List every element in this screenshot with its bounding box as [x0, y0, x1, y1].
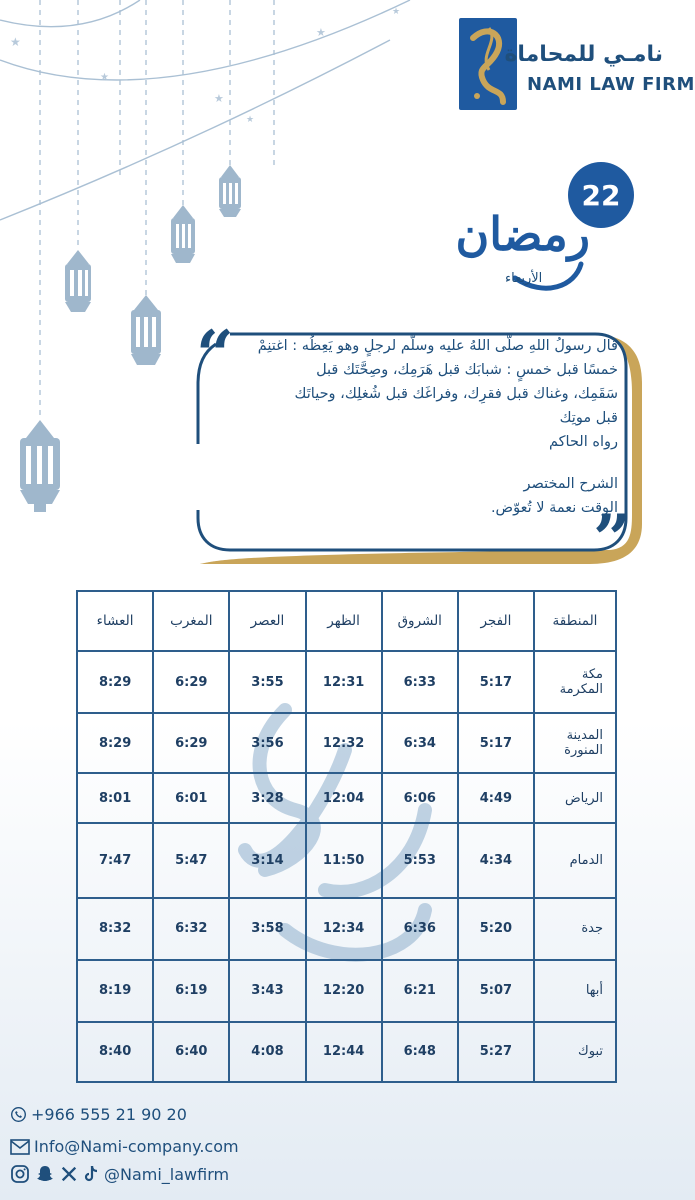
open-quote-icon: “: [196, 316, 234, 394]
time-cell: 6:40: [153, 1022, 229, 1082]
instagram-icon[interactable]: [10, 1164, 30, 1184]
time-cell: 6:19: [153, 960, 229, 1022]
contact-phone[interactable]: [10, 1105, 187, 1124]
region-cell: مكة المكرمة: [534, 651, 616, 713]
time-cell: 5:20: [458, 898, 534, 960]
time-cell: 12:04: [306, 773, 382, 823]
time-cell: 5:17: [458, 651, 534, 713]
hadith-line: قال رسولُ اللهِ صلَّى اللهُ عليه وسلَّم لرجلٍ وهو يَعِظُه : اغتنِمْ: [257, 338, 618, 354]
svg-text:★: ★: [316, 26, 326, 39]
column-header: الشروق: [382, 591, 458, 651]
table-row: [77, 773, 616, 823]
time-cell: 5:07: [458, 960, 534, 1022]
time-cell: 8:40: [77, 1022, 153, 1082]
email-icon: [10, 1139, 30, 1155]
region-cell: تبوك: [534, 1022, 616, 1082]
day-number-badge: 22: [568, 162, 634, 228]
weekday-label: الأربعاء: [505, 271, 543, 286]
time-cell: 3:55: [229, 651, 305, 713]
time-cell: 3:43: [229, 960, 305, 1022]
time-cell: 6:32: [153, 898, 229, 960]
column-header: الظهر: [306, 591, 382, 651]
region-cell: الدمام: [534, 823, 616, 897]
time-cell: 6:36: [382, 898, 458, 960]
hadith-line: قبل موتِك: [559, 410, 618, 426]
time-cell: 6:34: [382, 713, 458, 773]
time-cell: 8:19: [77, 960, 153, 1022]
table-row: [77, 651, 616, 713]
time-cell: 8:32: [77, 898, 153, 960]
time-cell: 5:27: [458, 1022, 534, 1082]
time-cell: 5:53: [382, 823, 458, 897]
column-header: المغرب: [153, 591, 229, 651]
time-cell: 12:20: [306, 960, 382, 1022]
region-cell: جدة: [534, 898, 616, 960]
prayer-times-table: [76, 590, 617, 1083]
brand-name-english: NAMI LAW FIRM: [527, 74, 695, 95]
tiktok-icon[interactable]: [83, 1164, 99, 1184]
time-cell: 6:01: [153, 773, 229, 823]
time-cell: 6:33: [382, 651, 458, 713]
time-cell: 6:29: [153, 651, 229, 713]
time-cell: 12:34: [306, 898, 382, 960]
time-cell: 5:47: [153, 823, 229, 897]
month-name: رمضان: [455, 207, 590, 261]
table-row: [77, 1022, 616, 1082]
time-cell: 7:47: [77, 823, 153, 897]
x-icon[interactable]: [60, 1165, 78, 1183]
time-cell: 4:34: [458, 823, 534, 897]
brand-name-arabic: نامـي للمحاماة: [504, 42, 663, 67]
svg-text:★: ★: [10, 35, 21, 49]
time-cell: 3:56: [229, 713, 305, 773]
svg-text:★: ★: [214, 92, 224, 105]
social-handle: @Nami_lawfirm: [104, 1164, 230, 1184]
column-header: العصر: [229, 591, 305, 651]
table-row: [77, 823, 616, 897]
time-cell: 3:14: [229, 823, 305, 897]
svg-text:★: ★: [100, 72, 109, 83]
time-cell: 12:31: [306, 651, 382, 713]
table-row: [77, 898, 616, 960]
region-cell: أبها: [534, 960, 616, 1022]
table-row: [77, 713, 616, 773]
hadith-text: [232, 334, 618, 520]
svg-text:★: ★: [392, 7, 401, 17]
contact-social[interactable]: [10, 1164, 229, 1184]
table-header-row: [77, 591, 616, 651]
time-cell: 8:29: [77, 651, 153, 713]
region-cell: المدينة المنورة: [534, 713, 616, 773]
time-cell: 8:29: [77, 713, 153, 773]
time-cell: 6:21: [382, 960, 458, 1022]
time-cell: 8:01: [77, 773, 153, 823]
explanation-text: الوقت نعمة لا تُعوّض.: [490, 500, 618, 516]
time-cell: 12:32: [306, 713, 382, 773]
close-quote-icon: ”: [593, 500, 631, 578]
whatsapp-icon: [10, 1106, 27, 1123]
time-cell: 12:44: [306, 1022, 382, 1082]
table-row: [77, 960, 616, 1022]
time-cell: 3:28: [229, 773, 305, 823]
snapchat-icon[interactable]: [35, 1164, 55, 1184]
time-cell: 6:06: [382, 773, 458, 823]
time-cell: 3:58: [229, 898, 305, 960]
hadith-source: رواه الحاكم: [548, 434, 618, 450]
hadith-line: سَقَمِك، وغناك قبل فقرِك، وفراغَك قبل شُغلِك، وحياتَك: [294, 386, 618, 402]
time-cell: 4:08: [229, 1022, 305, 1082]
explanation-title: الشرح المختصر: [523, 476, 618, 492]
time-cell: 6:29: [153, 713, 229, 773]
time-cell: 11:50: [306, 823, 382, 897]
column-header: المنطقة: [534, 591, 616, 651]
time-cell: 5:17: [458, 713, 534, 773]
column-header: الفجر: [458, 591, 534, 651]
hadith-line: خمسًا قبل خمسٍ : شبابَك قبل هَرَمِك، وصِحَّتَك قبل: [316, 362, 618, 378]
time-cell: 4:49: [458, 773, 534, 823]
svg-text:★: ★: [246, 115, 255, 125]
region-cell: الرياض: [534, 773, 616, 823]
email-address: Info@Nami-company.com: [34, 1137, 239, 1156]
phone-number: +966 555 21 90 20: [31, 1105, 187, 1124]
time-cell: 6:48: [382, 1022, 458, 1082]
column-header: العشاء: [77, 591, 153, 651]
contact-email[interactable]: [10, 1137, 239, 1156]
